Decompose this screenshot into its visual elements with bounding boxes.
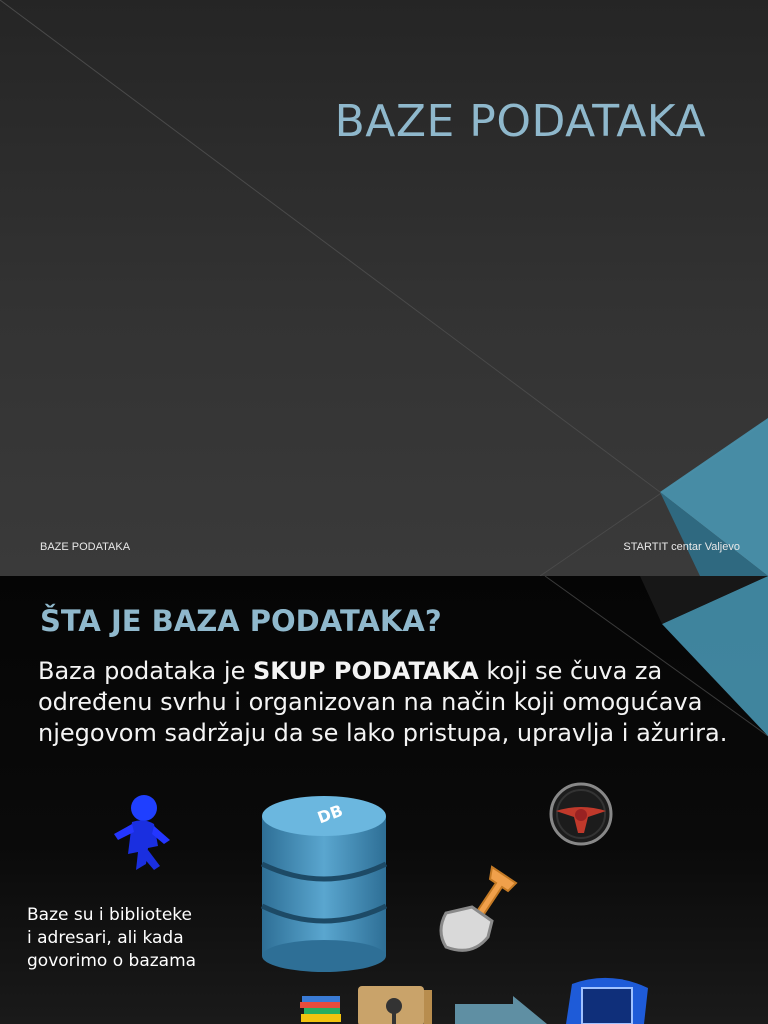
database-label: DB	[314, 800, 346, 828]
person-icon	[108, 794, 178, 874]
address-book-icon	[352, 982, 436, 1024]
footer-right-text: STARTIT centar Valjevo	[623, 541, 740, 553]
body-text-part: koji se čuva za određenu svrhu i organizovan na način koji omogućava njegovom sadržaju da se lako pristupa, upravlja i ažurira.	[38, 657, 728, 747]
body-text-bold: SKUP PODATAKA	[252, 657, 479, 685]
steering-wheel-icon	[548, 781, 614, 847]
content-slide	[0, 576, 768, 1024]
shovel-icon	[432, 861, 524, 953]
slide-body-text	[38, 656, 728, 749]
side-caption: Baze su i biblioteke i adresari, ali kada govorimo o bazama	[27, 905, 197, 971]
body-text-part: Baza podataka je	[38, 657, 253, 685]
books-icon	[298, 994, 346, 1024]
slide-title: BAZE PODATAKA	[334, 96, 706, 147]
slide-heading: ŠTA JE BAZA PODATAKA?	[40, 604, 442, 638]
footer-left-text: BAZE PODATAKA	[40, 541, 131, 553]
arrow-icon	[455, 996, 551, 1024]
database-icon	[258, 794, 390, 974]
computer-icon	[560, 974, 656, 1024]
